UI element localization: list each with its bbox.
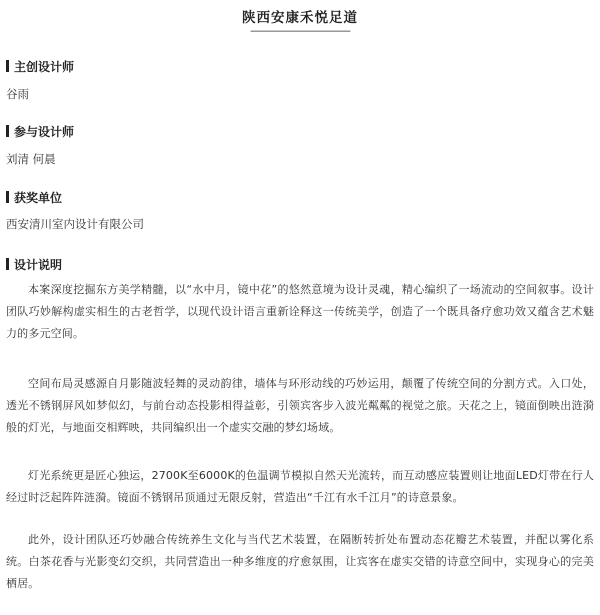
section-title: 主创设计师: [14, 59, 75, 74]
lead-designer-name: 谷雨: [6, 87, 29, 101]
section-title: 获奖单位: [14, 190, 63, 205]
title-divider: ——————————: [250, 24, 350, 37]
participating-designers-names: 刘清 何晨: [6, 152, 56, 166]
description-paragraph-3: 灯光系统更是匠心独运，2700K至6000K的色温调节模拟自然天光流转，而互动感应装置则让地面LED灯带在行人经过时泛起阵阵涟漪。镜面不锈钢吊顶通过无限反射，营造出“千江有水千江月”的诗意景象。: [6, 469, 594, 504]
description-paragraph-4: 此外，设计团队还巧妙融合传统养生文化与当代艺术装置，在隔断转折处布置动态花瓣艺术装置，并配以雾化系统。白茶花香与光影变幻交织，共同营造出一种多维度的疗愈氛围，让宾客在虚实交错的诗意空间中，实现身心的完美栖居。: [6, 533, 594, 590]
article-title: 陕西安康禾悦足道: [242, 10, 358, 26]
section-marker-bar: [6, 125, 9, 137]
section-marker-bar: [6, 191, 9, 203]
section-marker-bar: [6, 60, 9, 72]
award-unit-name: 西安清川室内设计有限公司: [6, 217, 144, 231]
section-heading-participating-designers: [6, 124, 74, 138]
section-marker-bar: [6, 258, 9, 270]
section-heading-design-description: [6, 257, 62, 271]
description-paragraph-1: 本案深度挖掘东方美学精髓，以“水中月，镜中花”的悠然意境为设计灵魂，精心编织了一场流动的空间叙事。设计团队巧妙解构虚实相生的古老哲学，以现代设计语言重新诠释这一传统美学，创造了一个既具备疗愈功效又蕴含艺术魅力的多元空间。: [6, 283, 594, 340]
description-paragraph-2: 空间布局灵感源自月影随波轻舞的灵动韵律，墙体与环形动线的巧妙运用，颠覆了传统空间的分割方式。入口处，透光不锈钢屏风如梦似幻，与前台动态投影相得益彰，引领宾客步入波光粼粼的视觉之旅。天花之上，镜面倒映出涟漪般的灯光，与地面交相辉映，共同编织出一个虚实交融的梦幻场域。: [6, 377, 594, 434]
section-title: 参与设计师: [14, 124, 75, 139]
section-heading-award-unit: [6, 190, 62, 204]
section-title: 设计说明: [14, 257, 63, 272]
section-heading-lead-designer: [6, 59, 74, 73]
